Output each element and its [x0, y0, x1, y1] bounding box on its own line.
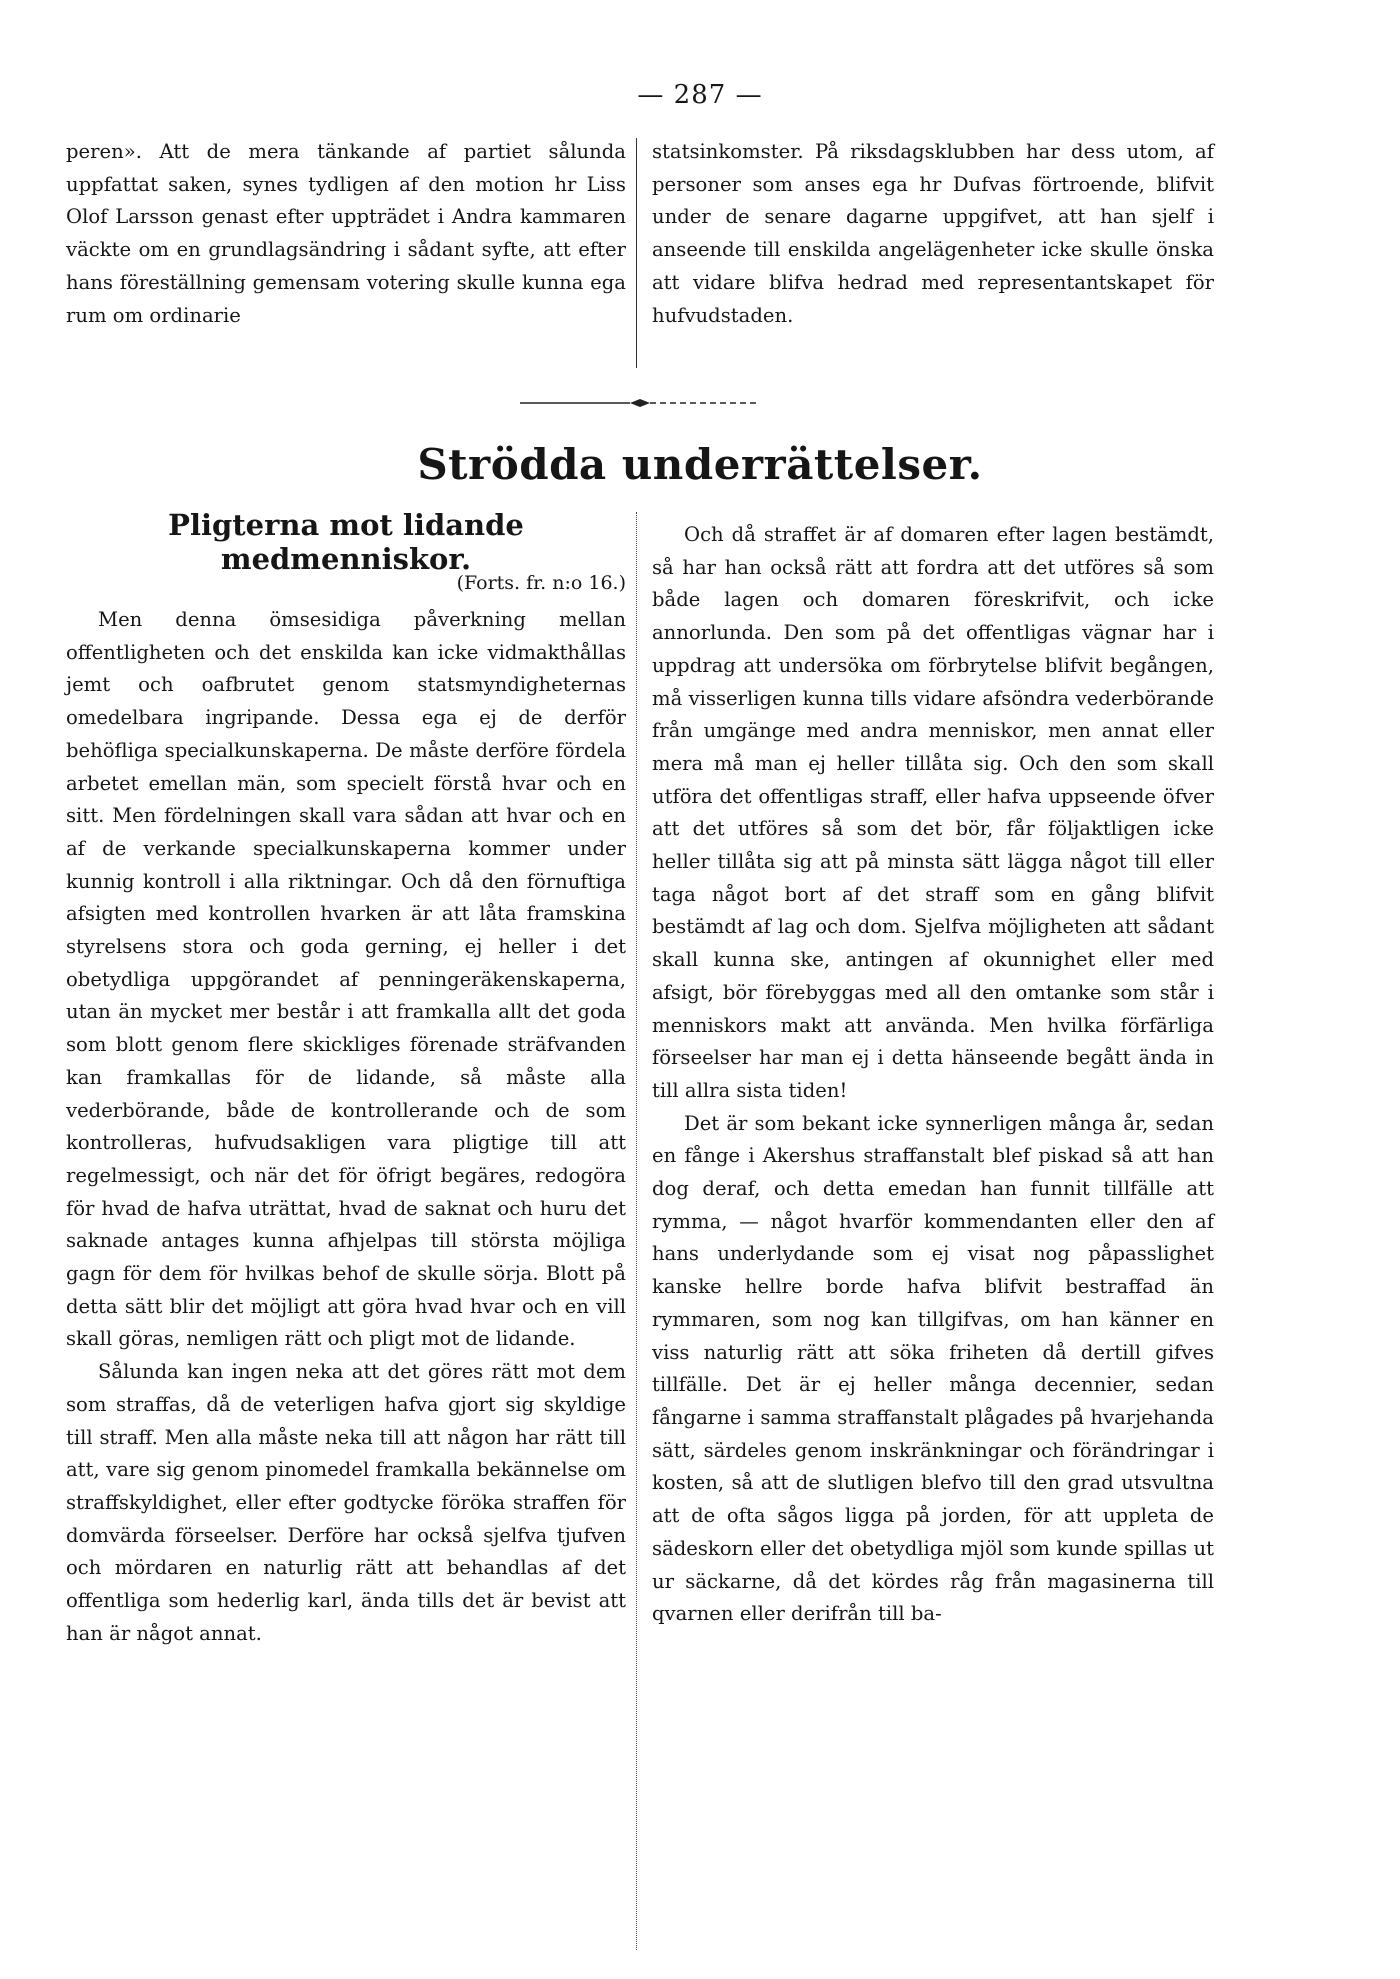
paragraph: Och då straffet är af domaren efter lagen bestämdt, så har han också rätt att fordra att det utföres så som både lagen och domaren föreskrifvit, och icke annorlunda. Den som på det offentligas vägnar har i uppdrag att undersöka om förbrytelse blifvit begången, må visserligen kunna tills vidare afsöndra vederbörande från umgänge med andra menniskor, men annat eller mera må man ej heller tillåta sig. Och den som skall utföra det offentligas straff, eller hafva uppseende öfver att det utföres så som det bör, får följaktligen icke heller tillåta sig att på minsta sätt lägga något till eller taga något bort af det straff som en gång blifvit bestämdt af lag och dom. Sjelfva möjligheten att sådant skall kunna ske, antingen af okunnighet eller med afsigt, bör förebyggas med all den omtanke som står i menniskors makt att använda. Men hvilka förfärliga förseelser har man ej i detta hänseende begått ända in till allra sista tiden! — [652, 523, 1214, 1102]
paragraph: peren». Att de mera tänkande af partiet sålunda uppfattat saken, synes tydligen af den motion hr Liss Olof Larsson genast efter uppträdet i Andra kammaren väckte om en grundlagsändring i sådant syfte, att efter hans föreställning gemensam votering skulle kunna ega rum om ordinarie — [66, 140, 626, 327]
page-number: — 287 — — [637, 80, 763, 110]
column-divider — [636, 138, 637, 368]
top-left-column — [66, 136, 626, 332]
article-title: Pligterna mot lidande medmenniskor. — [168, 508, 524, 576]
bottom-right-column — [652, 519, 1214, 1631]
paragraph: Det är som bekant icke synnerligen många år, sedan en fånge i Akershus straffanstalt blef piskad så att han dog deraf, och detta emedan han funnit tillfälle att rymma, — något hvarför kommendanten eller den af hans underlydande som ej visat nog påpasslighet kanske hellre borde hafva blifvit bestraffad än rymmaren, som nog kan tillgifvas, om han känner en viss naturlig rätt att söka friheten då dertill gifves tillfälle. Det är ej heller många decennier, sedan fångarne i samma straffanstalt plågades på hvarjehanda sätt, särdeles genom inskränkningar och förändringar i kosten, så att de slutligen blefvo till den grad utsvultna att de ofta sågos ligga på jorden, för att uppleta de sädeskorn eller det obetydliga mjöl som kunde spillas ut ur säckarne, då det kördes råg från magasinerna till qvarnen eller derifrån till ba- — [652, 1111, 1214, 1626]
section-title: Strödda underrättelser. — [417, 440, 983, 489]
ornament-rule — [520, 397, 760, 409]
column-divider — [636, 512, 637, 1950]
bottom-left-column — [66, 604, 626, 1651]
paragraph: Sålunda kan ingen neka att det göres rätt mot dem som straffas, då de veterligen hafva gjort sig skyldige till straff. Men alla måste neka till att någon har rätt till att, vare sig genom pinomedel framkalla bekännelse om straffskyldighet, eller efter godtycke föröka straffen för domvärda förseelser. Derföre har också sjelfva tjufven och mördaren en naturlig rätt att behandlas af det offentliga som hederlig karl, ända tills det är bevist att han är något annat. — [66, 1360, 626, 1645]
continuation-note: (Forts. fr. n:o 16.) — [456, 572, 626, 594]
paragraph: statsinkomster. På riksdagsklubben har dess utom, af personer som anses ega hr Dufvas förtroende, blifvit under de senare dagarne uppgifvet, att han sjelf i anseende till enskilda angelägenheter icke skulle önska att vidare blifva hedrad med representantskapet för hufvudstaden. — [652, 140, 1214, 327]
top-right-column — [652, 136, 1214, 332]
paragraph: Men denna ömsesidiga påverkning mellan offentligheten och det enskilda kan icke vidmakthållas jemt och oafbrutet genom statsmyndigheternas omedelbara ingripande. Dessa ega ej de derför behöfliga specialkunskaperna. De måste derföre fördela arbetet emellan män, som specielt förstå hvar och en sitt. Men fördelningen skall vara sådan att hvar och en af de verkande specialkunskaperna kommer under kunnig kontroll i alla riktningar. Och då den förnuftiga afsigten med kontrollen hvarken är att låta framskina styrelsens stora och goda gerning, ej heller i det obetydliga uppgörandet af penningeräkenskaperna, utan än mycket mer består i att framkalla allt det goda som blott genom flere skickliges förenade sträfvanden kan framkallas för de lidande, så måste alla vederbörande, både de kontrollerande och de som kontrolleras, hufvudsakligen vara pligtige till att regelmessigt, och när det för öfrigt begäres, redogöra för hvad de hafva uträttat, hvad de saknat och huru det saknade antages kunna afhjelpas till största möjliga gagn för dem för hvilkas behof de skulle sörja. Blott på detta sätt blir det möjligt att göra hvad hvar och en vill skall göras, nemligen rätt och pligt mot de lidande. — [66, 608, 626, 1351]
